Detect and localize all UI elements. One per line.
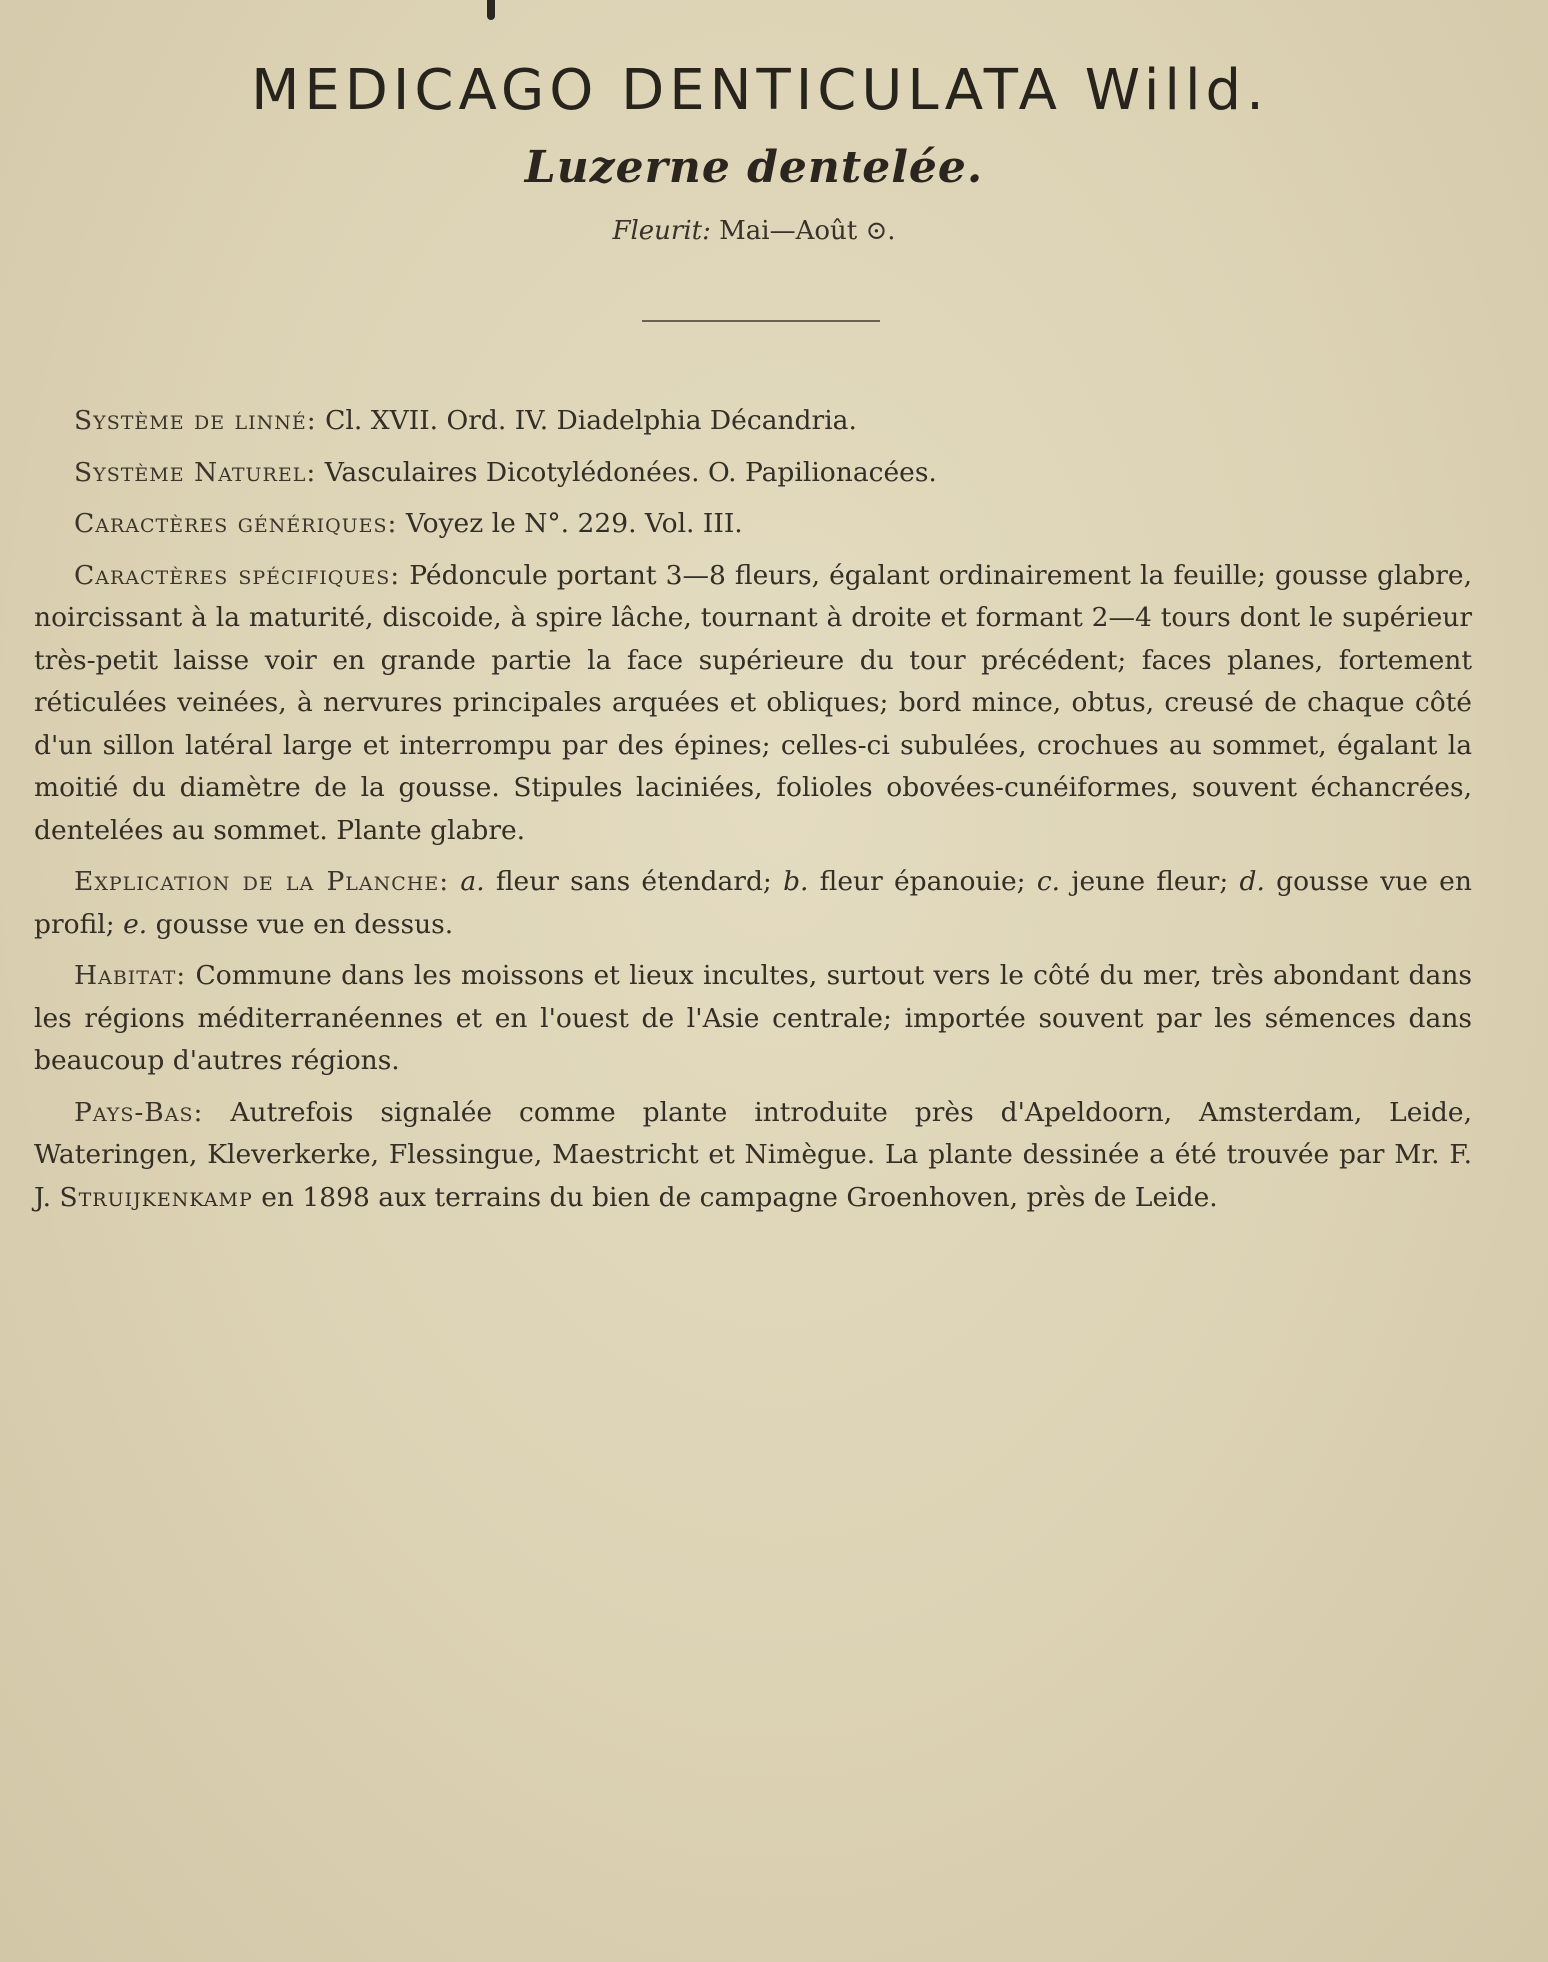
flowering-period	[0, 216, 1508, 246]
section-label: Système Naturel:	[74, 456, 317, 488]
section-label: Habitat:	[74, 960, 187, 991]
plate-desc-e: gousse vue en dessus.	[155, 908, 454, 940]
section-label: Système de linné:	[74, 405, 317, 436]
section-text: Commune dans les moissons et lieux incultes, surtout vers le côté du mer, très abondant dans les régions méditerranéennes et en l'ouest de l'Asie centrale; importée souvent par les sémences dans beaucoup d'autres régions.	[34, 960, 1472, 1076]
section-text: Pédoncule portant 3—8 fleurs, égalant ordinairement la feuille; gousse glabre, noircissant à la maturité, discoide, à spire lâche, tournant à droite et formant 2—4 tours dont le supérieur très-petit laisse voir en grande partie la face supérieure du tour précédent; faces planes, fortement réticulées veinées, à nervures principales arquées et obliques; bord mince, obtus, creusé de chaque côté d'un sillon latéral large et interrompu par des épines; celles-ci subulées, crochues au sommet, égalant la moitié du diamètre de la gousse. Stipules laciniées, folioles obovées-cunéiformes, souvent échancrées, dentelées au sommet. Plante glabre.	[34, 559, 1472, 846]
section-specifiques	[34, 555, 1472, 853]
section-text: Voyez le N°. 229. Vol. III.	[405, 508, 743, 539]
plate-desc-d: gousse vue en profil;	[34, 866, 1472, 940]
section-generiques	[34, 503, 1472, 546]
plate-key-c: c.	[1036, 866, 1061, 897]
section-label: Pays-Bas:	[74, 1096, 204, 1128]
flowering-value: Mai—Août ⊙.	[719, 216, 896, 246]
section-label: Explication de la Planche:	[74, 866, 450, 897]
plate-desc-c: jeune fleur;	[1071, 866, 1229, 897]
section-linne	[34, 400, 1472, 443]
species-title: MEDICAGO DENTICULATA Willd.	[251, 58, 1269, 123]
divider-rule	[642, 320, 880, 322]
section-habitat	[34, 955, 1472, 1083]
collector-name: Struijkenkamp	[59, 1181, 253, 1213]
plate-key-a: a.	[460, 866, 485, 897]
section-label: Caractères spécifiques:	[74, 559, 401, 591]
plate-key-b: b.	[783, 866, 809, 897]
section-text: Cl. XVII. Ord. IV. Diadelphia Décandria.	[325, 405, 857, 436]
common-name: Luzerne dentelée.	[524, 142, 984, 193]
section-naturel	[34, 452, 1472, 495]
section-label: Caractères génériques:	[74, 508, 398, 539]
plate-key-e: e.	[123, 908, 148, 940]
ink-mark	[487, 0, 495, 20]
section-pays-bas	[34, 1092, 1472, 1220]
section-text: Autrefois signalée comme plante introduite près d'Apeldoorn, Amsterdam, Leide, Wateringen, Kleverkerke, Flessingue, Maestricht et Nimègue. La plante dessinée a été trouvée par Mr. F. J.	[34, 1096, 1472, 1213]
plate-desc-a: fleur sans étendard;	[495, 866, 772, 897]
description-body	[34, 400, 1472, 1228]
plate-key-d: d.	[1239, 866, 1265, 897]
section-text-end: en 1898 aux terrains du bien de campagne Groenhoven, près de Leide.	[261, 1181, 1218, 1213]
section-text: Vasculaires Dicotylédonées. O. Papilionacées.	[324, 456, 937, 488]
section-explication	[34, 861, 1472, 946]
plate-desc-b: fleur épanouie;	[819, 866, 1026, 897]
flowering-label: Fleurit:	[612, 216, 711, 246]
